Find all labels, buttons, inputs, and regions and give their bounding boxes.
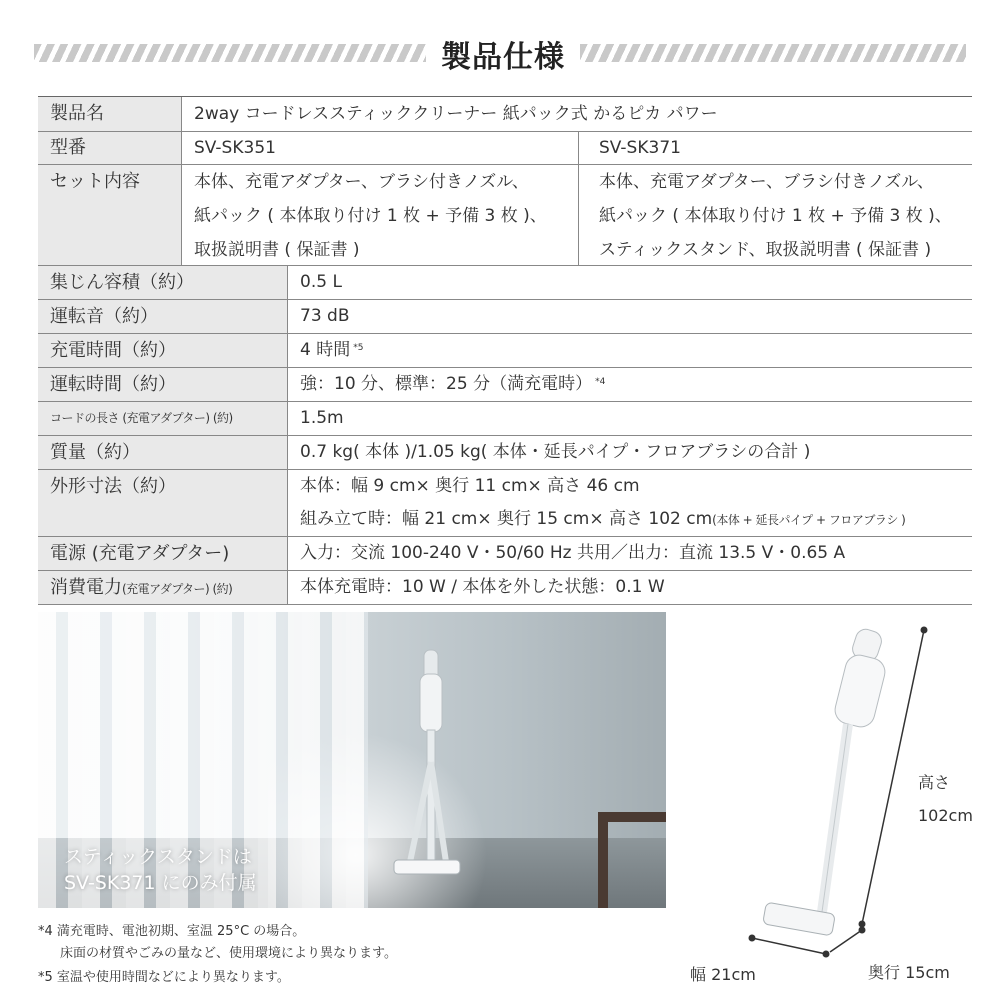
spec-value: 本体充電時：10 W / 本体を外した状態：0.1 W [300, 577, 665, 597]
header-stripe-left [34, 44, 426, 62]
spec-row-dimensions [38, 470, 972, 537]
spec-table [38, 96, 972, 598]
spec-label: 質量（約） [38, 436, 288, 469]
set-contents-b: 本体、充電アダプター、ブラシ付きノズル、 紙パック ( 本体取り付け 1 枚 + 予備 3 枚 )、 スティックスタンド、取扱説明書 ( 保証書 ) [599, 172, 952, 260]
depth-dimension: 奥行 15cm [868, 963, 950, 982]
spec-label: 電源 (充電アダプター) [38, 537, 288, 570]
spec-label: 集じん容積（約） [38, 266, 288, 299]
spec-label: コードの長さ (充電アダプター) (約) [38, 402, 288, 435]
column-divider [578, 132, 579, 164]
spec-value: 0.5 L [300, 272, 342, 292]
spec-value: 入力：交流 100-240 V・50/60 Hz 共用／出力：直流 13.5 V・0.65 A [300, 543, 846, 563]
spec-label: 運転時間（約） [38, 368, 288, 401]
lifestyle-photo [38, 612, 666, 908]
spec-value: 73 dB [300, 306, 350, 326]
spec-value: 本体：幅 9 cm× 奥行 11 cm× 高さ 46 cm 組み立て時：幅 21 cm× 奥行 15 cm× 高さ 102 cm(本体 + 延長パイプ + フロアブラシ ) [300, 476, 906, 529]
spec-value: 強：10 分、標準：25 分（満充電時） $^{*4}$ [300, 374, 606, 394]
spec-row-run-time [38, 368, 972, 402]
spec-row-charge-time [38, 334, 972, 368]
spec-label: 外形寸法（約） [38, 470, 288, 536]
spec-label: セット内容 [38, 165, 182, 265]
product-dimension-illustration [690, 612, 990, 992]
spec-value: 1.5m [300, 408, 344, 428]
photo-caption: スティックスタンドは SV-SK371 にのみ付属 [64, 846, 257, 894]
chair [598, 812, 666, 908]
spec-row-model [38, 132, 972, 165]
spec-label: 充電時間（約） [38, 334, 288, 367]
spec-label: 型番 [38, 132, 182, 164]
dimensions-note: (本体 + 延長パイプ + フロアブラシ ) [712, 513, 906, 527]
column-divider [578, 165, 579, 265]
footnote-4-line2: 床面の材質やごみの量など、使用環境により異なります。 [60, 946, 397, 961]
footnote-4-line1: *4 満充電時、電池初期、室温 25°C の場合。 [38, 924, 306, 939]
spec-value: 4 時間 $^{*5}$ [300, 340, 364, 360]
spec-row-cord-length [38, 402, 972, 436]
spec-row-set-contents [38, 165, 972, 266]
spec-row-dust-capacity [38, 266, 972, 300]
model-a: SV-SK351 [194, 138, 276, 158]
spec-label: 製品名 [38, 97, 182, 131]
width-dimension: 幅 21cm [690, 965, 756, 984]
footnote-ref: *5 [353, 343, 364, 353]
height-value: 102cm [918, 806, 973, 825]
set-contents-a: 本体、充電アダプター、ブラシ付きノズル、 紙パック ( 本体取り付け 1 枚 + 予備 3 枚 )、 取扱説明書 ( 保証書 ) [194, 172, 547, 260]
header-stripe-right [580, 44, 966, 62]
spec-row-noise [38, 300, 972, 334]
spec-value: 0.7 kg( 本体 )/1.05 kg( 本体・延長パイプ・フロアブラシの合計 ) [300, 442, 811, 462]
page-header [0, 28, 1000, 78]
spec-label: 消費電力(充電アダプター) (約) [38, 571, 288, 604]
spec-row-weight [38, 436, 972, 470]
spec-value: 2way コードレススティッククリーナー 紙パック式 かるピカ パワー [194, 104, 718, 124]
model-b: SV-SK371 [599, 138, 681, 158]
page-title: 製品仕様 [441, 40, 565, 75]
spec-row-power-consumption [38, 571, 972, 605]
spec-label: 運転音（約） [38, 300, 288, 333]
footnote-ref: *4 [595, 377, 606, 387]
spec-row-product-name [38, 97, 972, 132]
spec-row-power-source [38, 537, 972, 571]
footnote-5: *5 室温や使用時間などにより異なります。 [38, 970, 290, 985]
height-label: 高さ [918, 773, 951, 792]
